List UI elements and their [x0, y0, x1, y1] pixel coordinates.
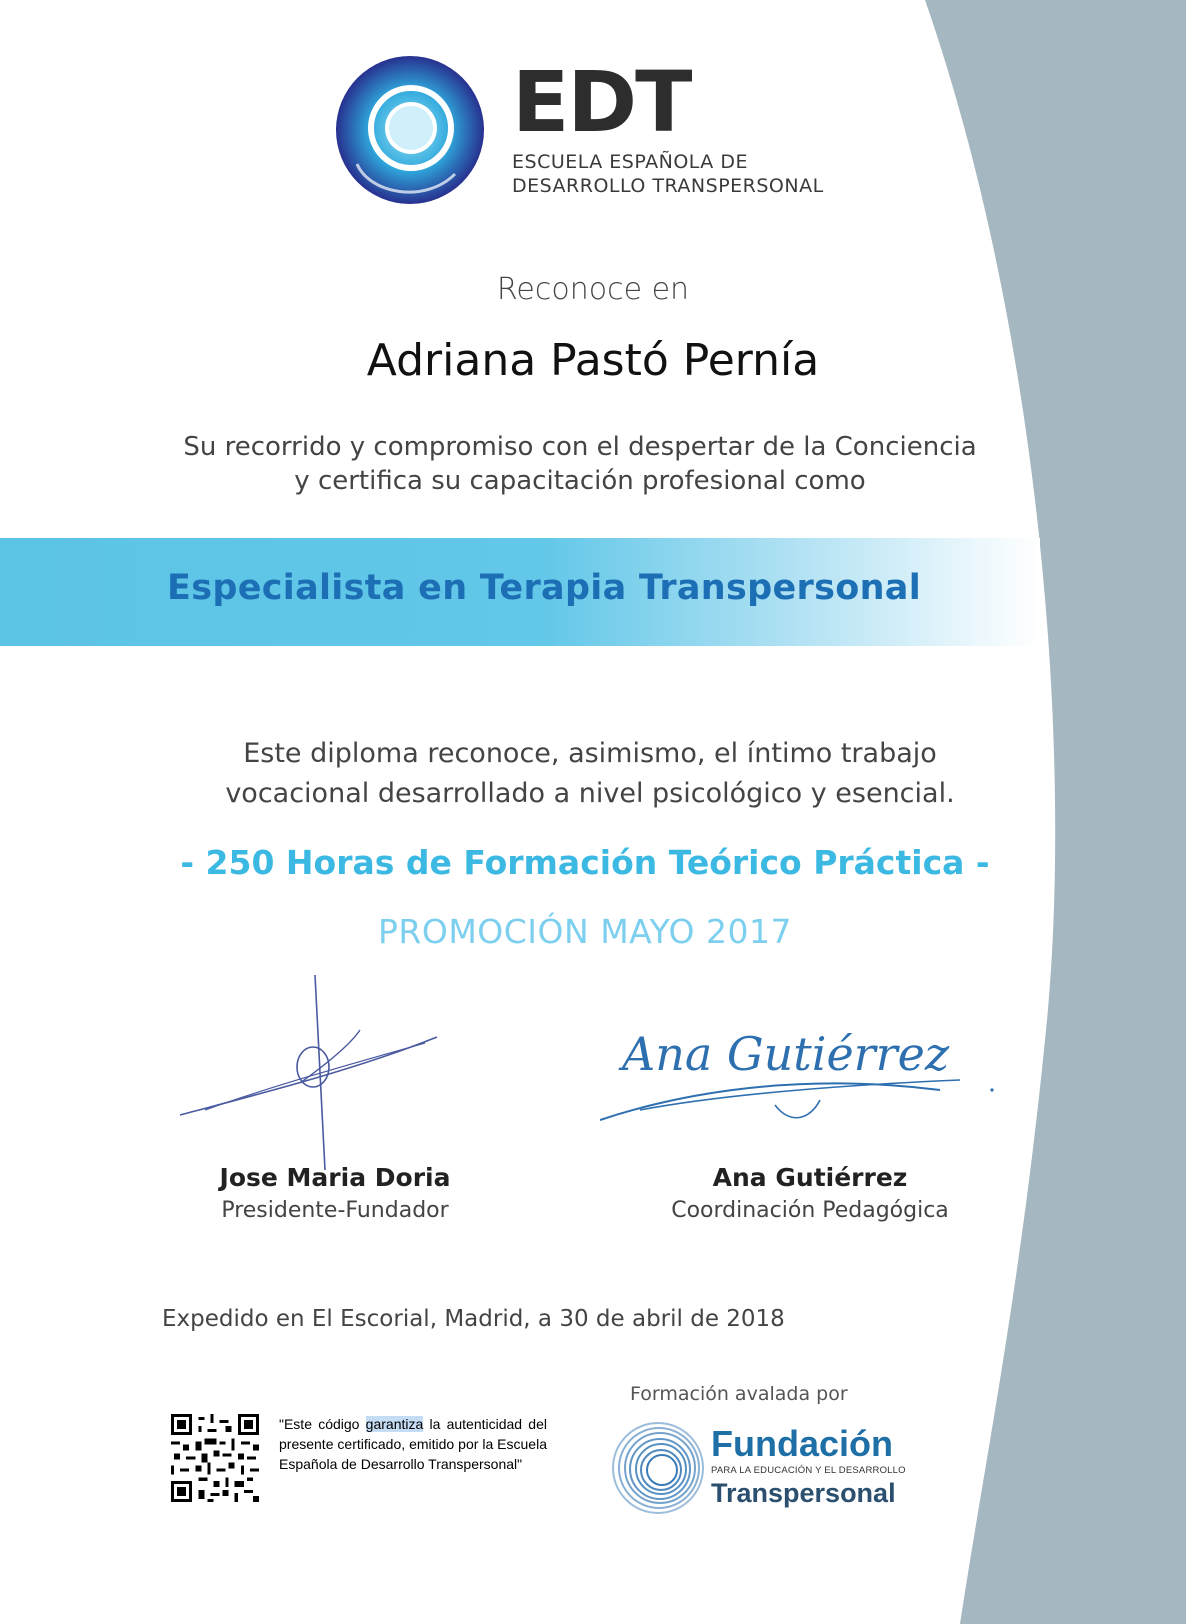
logo-acronym: EDT: [512, 53, 691, 151]
logo-line-2: DESARROLLO TRANSPERSONAL: [512, 175, 824, 197]
signature-jose-maria-doria: [175, 975, 455, 1175]
recognition-line-2: y certifica su capacitación profesional como: [294, 466, 866, 496]
recognition-text: [120, 430, 1040, 498]
fundacion-line-1: Fundación: [711, 1423, 893, 1464]
signer-2-role: Coordinación Pedagógica: [671, 1198, 949, 1223]
qr-text-suffix: la autenticidad del presente certificado, emitido por la Escuela Española de Desarrollo Transpersonal": [279, 1416, 547, 1472]
signer-1: [195, 1163, 475, 1223]
signer-2-name: Ana Gutiérrez: [712, 1163, 908, 1192]
fundacion-wordmark: [711, 1425, 906, 1508]
endorsement-label: Formación avalada por: [630, 1383, 848, 1405]
recipient-name: Adriana Pastó Pernía: [366, 335, 820, 386]
handwritten-signature-text: Ana Gutiérrez: [622, 1027, 950, 1081]
hours-text: - 250 Horas de Formación Teórico Práctica -: [180, 843, 990, 882]
certificate-title-text: Especialista en Terapia Transpersonal: [167, 568, 922, 608]
qr-text-prefix: "Este código: [279, 1416, 366, 1432]
signer-2: [640, 1163, 980, 1223]
diploma-line-1: Este diploma reconoce, asimismo, el íntimo trabajo: [243, 738, 937, 769]
fundacion-line-2: PARA LA EDUCACIÓN Y EL DESARROLLO: [711, 1465, 906, 1476]
fundacion-logo-icon: [610, 1418, 710, 1518]
qr-authenticity-text: [279, 1414, 547, 1474]
promotion-text: PROMOCIÓN MAYO 2017: [378, 912, 792, 951]
recognition-line-1: Su recorrido y compromiso con el despertar de la Conciencia: [183, 432, 977, 462]
edt-logo-wordmark: [512, 53, 824, 198]
signer-1-role: Presidente-Fundador: [221, 1198, 449, 1223]
diploma-line-2: vocacional desarrollado a nivel psicológico y esencial.: [225, 778, 955, 809]
edt-logo-icon: [335, 54, 485, 206]
diploma-text: [140, 734, 1040, 814]
signer-1-name: Jose Maria Doria: [219, 1163, 451, 1192]
intro-text: Reconoce en: [496, 272, 690, 307]
logo-line-1: ESCUELA ESPAÑOLA DE: [512, 151, 748, 173]
issued-text: Expedido en El Escorial, Madrid, a 30 de abril de 2018: [162, 1306, 785, 1332]
fundacion-line-3: Transpersonal: [711, 1478, 896, 1508]
qr-code-icon[interactable]: [171, 1414, 259, 1502]
signature-ana-gutierrez: [600, 1010, 1000, 1140]
qr-text-highlight: garantiza: [365, 1416, 424, 1432]
